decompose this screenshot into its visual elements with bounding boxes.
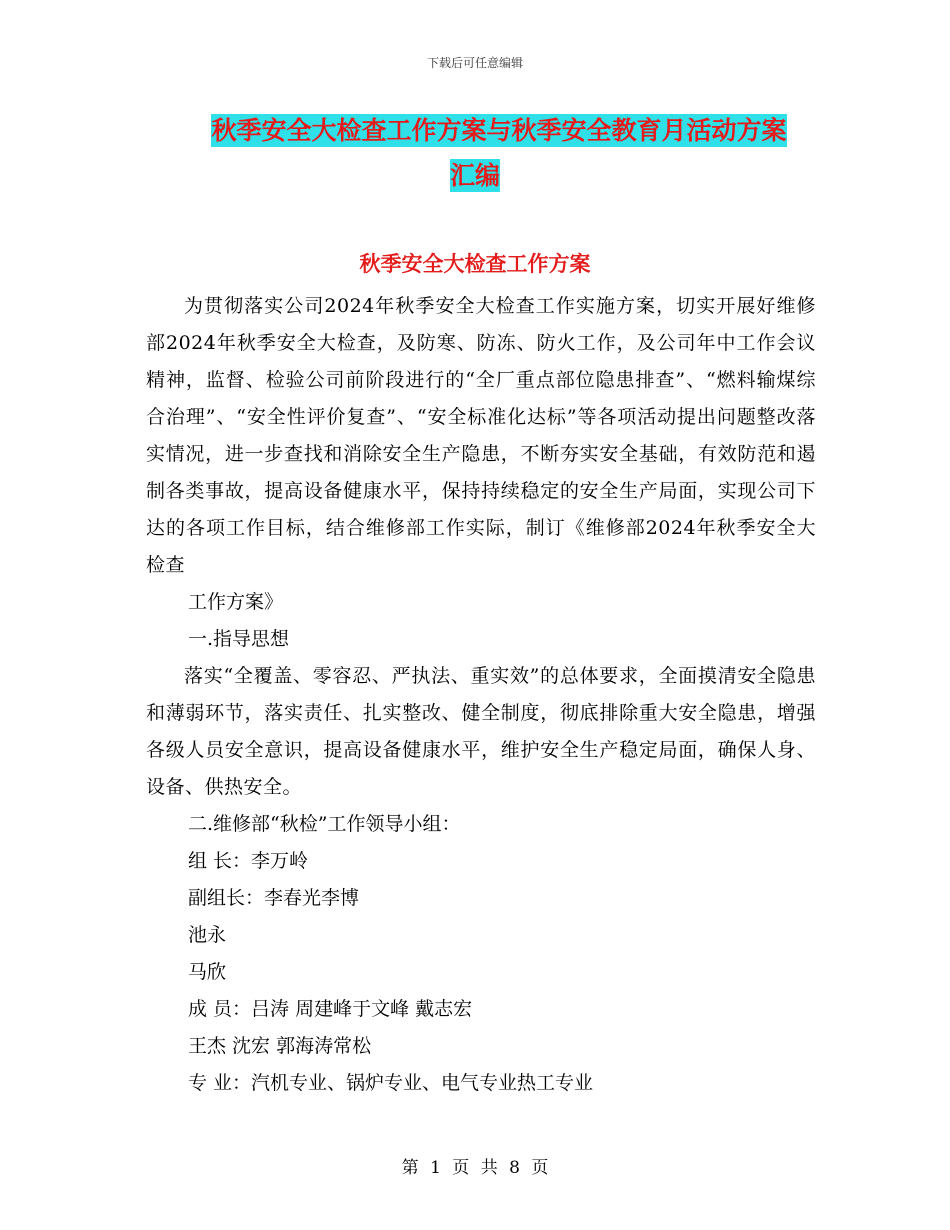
page-footer: 第 1 页 共 8 页 bbox=[401, 1158, 549, 1178]
group-leader: 组 长：李万岭 bbox=[188, 850, 309, 872]
heading-guiding-ideology: 一.指导思想 bbox=[188, 628, 290, 650]
guiding-paragraph: 落实“全覆盖、零容忍、严执法、重实效”的总体要求，全面摸清安全隐患和薄弱环节，落实责任、扎实整改、健全制度，彻底排除重大安全隐患，增强各级人员安全意识，提高设备健康水平，维护安全生产稳定局面，确保人身、设备、供热安全。 bbox=[146, 665, 816, 798]
main-title-line-2-text: 汇编 bbox=[449, 161, 500, 190]
main-title-line-2 bbox=[0, 153, 950, 198]
main-title bbox=[0, 108, 950, 198]
intro-paragraph: 为贯彻落实公司2024年秋季安全大检查工作实施方案，切实开展好维修部2024年秋季安全大检查，及防寒、防冻、防火工作，及公司年中工作会议精神，监督、检验公司前阶段进行的“全厂重点部位隐患排查”、“燃料输煤综合治理”、“安全性评价复查”、“安全标准化达标”等各项活动提出问题整改落实情况，进一步查找和消除安全生产隐患，不断夯实安全基础，有效防范和遏制各类事故，提高设备健康水平，保持持续稳定的安全生产局面，实现公司下达的各项工作目标，结合维修部工作实际，制订《维修部2024年秋季安全大检查 bbox=[146, 295, 816, 576]
intro-paragraph-tail: 工作方案》 bbox=[188, 591, 284, 613]
group-specialties: 专 业：汽机专业、锅炉专业、电气专业热工专业 bbox=[188, 1072, 594, 1094]
group-deputy: 副组长：李春光李博 bbox=[188, 887, 360, 909]
group-deputy-2: 池永 bbox=[188, 924, 227, 946]
group-deputy-3: 马欣 bbox=[188, 961, 227, 983]
heading-leading-group: 二.维修部“秋检”工作领导小组： bbox=[188, 813, 461, 835]
section-title: 秋季安全大检查工作方案 bbox=[359, 251, 591, 276]
main-title-line-1-text: 秋季安全大检查工作方案与秋季安全教育月活动方案 bbox=[211, 116, 787, 145]
header-note: 下载后可任意编辑 bbox=[426, 56, 523, 70]
group-members: 成 员：吕涛 周建峰于文峰 戴志宏 bbox=[188, 998, 473, 1020]
group-members-2: 王杰 沈宏 郭海涛常松 bbox=[188, 1035, 372, 1057]
document-body bbox=[146, 288, 816, 1102]
main-title-line-1 bbox=[24, 108, 950, 153]
